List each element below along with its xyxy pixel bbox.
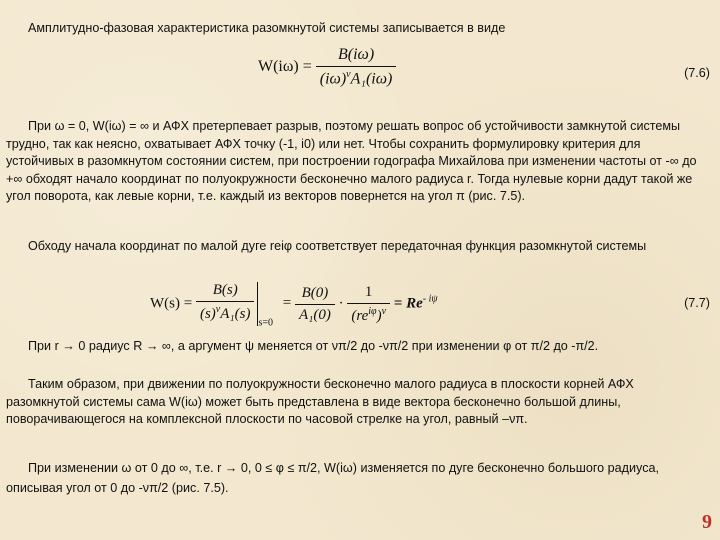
eq2-subscript: s=0 bbox=[258, 317, 273, 329]
eq2-num1: B(s) bbox=[196, 282, 255, 302]
paragraph-discontinuity: При ω = 0, W(iω) = ∞ и АФХ претерпевает разрыв, поэтому решать вопрос об устойчивости замкнутой системы трудно, так как неясно, охватывает АФХ точку (-1, i0) или нет. Чтобы сохранить формулировку критерия для устойчивых в разомкнутом состоянии систем, при построении годографа Михайлова при изменении частоты от -∞ до +∞ обходят начало координат по полуокружности бесконечно малого радиуса r. Тогда нулевые корни дадут такой же угол поворота, как левые корни, т.е. каждый из векторов повернется на угол π (рис. 7.5). bbox=[6, 119, 697, 204]
eq2-den3-sup2: ν bbox=[381, 305, 387, 317]
eq2-den3-tail: ) bbox=[376, 307, 382, 324]
eq2-den3-a: (re bbox=[351, 307, 369, 324]
equation-number-7-7: (7.7) bbox=[684, 296, 710, 310]
eq2-lhs: W(s) = bbox=[150, 295, 193, 312]
eq1-den-a: (iω) bbox=[319, 70, 347, 88]
eq1-numerator: B(iω) bbox=[316, 46, 397, 67]
paragraph-intro: Амплитудно-фазовая характеристика разомкнутой системы записывается в виде bbox=[28, 21, 506, 35]
eq2-den1 bbox=[196, 302, 255, 323]
eq2-fraction-2 bbox=[295, 285, 335, 324]
equation-number-7-6: (7.6) bbox=[684, 66, 710, 80]
eq2-den1-sup: ν bbox=[215, 304, 221, 315]
paragraph-small-arc: Обходу начала координат по малой дуге reiφ соответствует передаточная функция разомкнутой системы bbox=[28, 239, 647, 253]
eq2-equals-a: = bbox=[282, 295, 292, 312]
eq1-denominator bbox=[316, 67, 397, 88]
eq2-num2: B(0) bbox=[295, 285, 335, 305]
eq2-den2: A₁(0) bbox=[298, 306, 331, 323]
eq2-den3-sup: iφ bbox=[368, 305, 377, 317]
paragraph-frequency-change: При изменении ω от 0 до ∞, т.е. r → 0, 0 ≤ φ ≤ π/2, W(iω) изменяется по дуге бесконечно большого радиуса, описывая угол от 0 до -νπ/2 (рис. 7.5). bbox=[6, 461, 660, 495]
paragraph-conclusion: Таким образом, при движении по полуокружности бесконечно малого радиуса в плоскости корней АФХ разомкнутой системы сама W(iω) может быть представлена в виде вектора бесконечно большой длины, поворачивающегося на комплексной плоскости по часовой стрелке на угол, равный –νπ. bbox=[6, 377, 634, 427]
eq1-fraction bbox=[316, 46, 397, 88]
eq2-den1-a: (s) bbox=[199, 306, 216, 322]
equation-7-6 bbox=[258, 46, 396, 88]
slide-number: 9 bbox=[702, 511, 712, 533]
eq2-fraction-3 bbox=[347, 284, 390, 325]
eq2-dot: · bbox=[338, 295, 344, 312]
eq2-den3 bbox=[347, 304, 390, 325]
paragraph-radius-limit: При r → 0 радиус R → ∞, а аргумент ψ меняется от νπ/2 до -νπ/2 при изменении φ от π/2 до -π/2. bbox=[28, 339, 599, 353]
eq2-rhs: = Re bbox=[393, 295, 423, 312]
eq2-den1-b: A₁(s) bbox=[220, 306, 251, 322]
eq2-evaluation-bar bbox=[196, 282, 259, 326]
eq2-num3: 1 bbox=[347, 284, 390, 304]
eq1-den-b: A₁(iω) bbox=[350, 70, 393, 88]
equation-7-7 bbox=[150, 282, 438, 328]
eq2-rhs-sup: - iψ bbox=[422, 293, 438, 305]
eq2-fraction-1 bbox=[196, 282, 255, 323]
eq1-lhs: W(iω) = bbox=[258, 57, 312, 75]
eq1-den-sup: ν bbox=[346, 69, 351, 80]
